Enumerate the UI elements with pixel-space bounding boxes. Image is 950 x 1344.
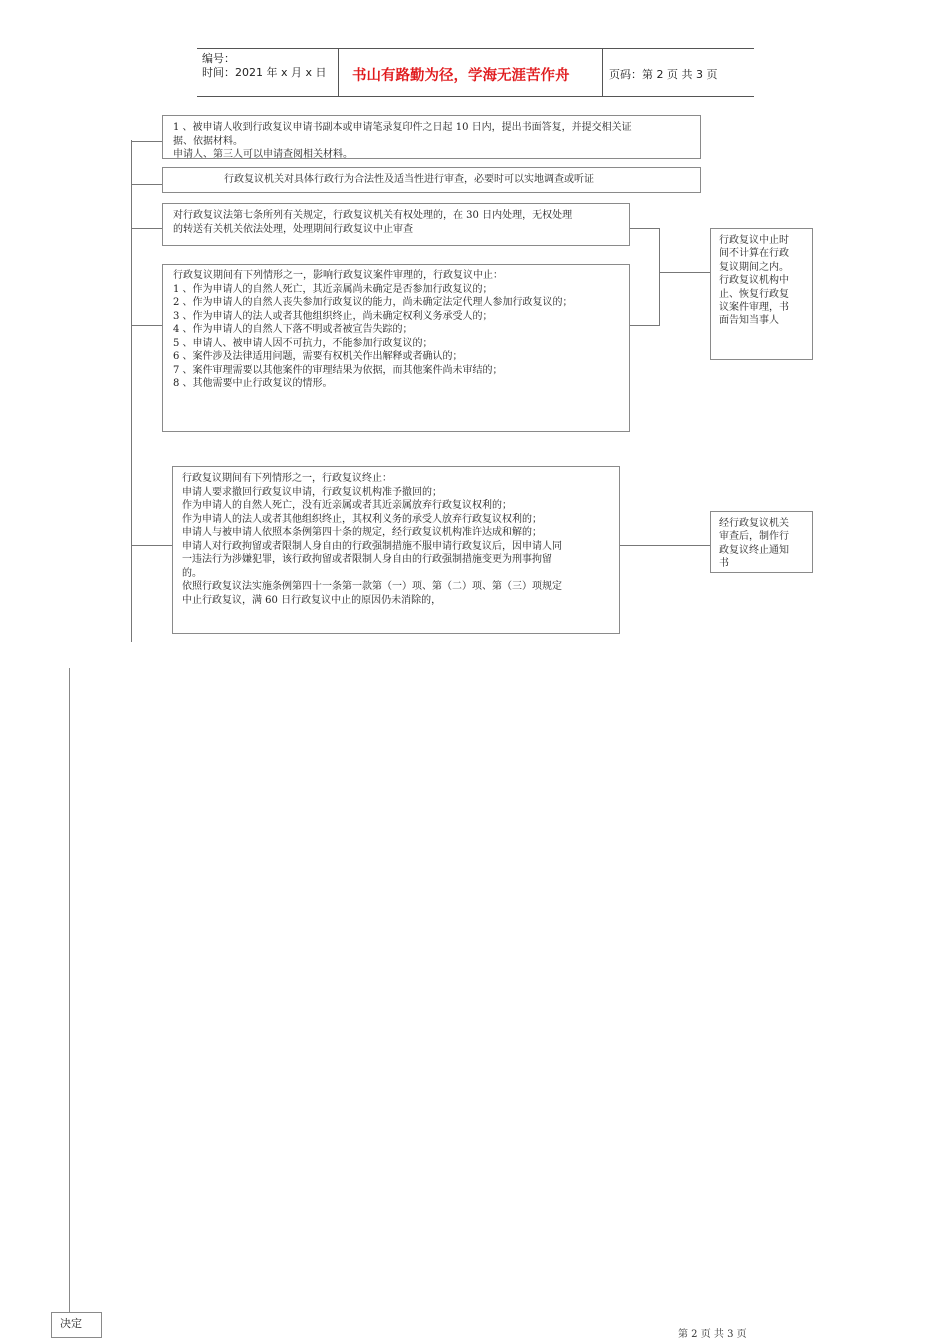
termination-line-6: 申请人对行政拘留或者限制人身自由的行政强制措施不服申请行政复议后，因申请人同 xyxy=(182,540,562,552)
review-box-text: 行政复议机关对具体行政行为合法性及适当性进行审查，必要时可以实地调查或听证 xyxy=(224,174,594,185)
termination-line-7: 一违法行为涉嫌犯罪，该行政拘留或者限制人身自由的行政强制措施变更为刑事拘留 xyxy=(182,554,552,565)
suspension-line-6: 5 、申请人、被申请人因不可抗力，不能参加行政复议的； xyxy=(173,337,433,349)
suspension-note-line-4: 行政复议机构中 xyxy=(719,275,789,287)
suspension-line-3: 2 、作为申请人的自然人丧失参加行政复议的能力，尚未确定法定代理人参加行政复议的； xyxy=(173,297,573,308)
decision-box-text: 决定 xyxy=(60,1317,82,1330)
termination-note-line-4: 书 xyxy=(719,558,729,570)
suspension-line-2: 1 、作为申请人的自然人死亡，其近亲属尚未确定是否参加行政复议的； xyxy=(173,283,493,295)
footer-page-number: 第 2 页 共 3 页 xyxy=(678,1329,747,1340)
lower-left-vertical-line xyxy=(69,668,70,1312)
article7-line-2: 的转送有关机关依法处理，处理期间行政复议中止审查 xyxy=(173,223,413,235)
suspension-note-box xyxy=(710,228,813,360)
decision-box xyxy=(51,1312,102,1338)
suspension-note-line-6: 议案件审理，书 xyxy=(719,302,789,314)
termination-note-line-1: 经行政复议机关 xyxy=(719,518,789,529)
connector-to-article7-box xyxy=(131,228,162,229)
termination-note-line-2: 审查后，制作行 xyxy=(719,531,789,543)
suspension-line-4: 3 、作为申请人的法人或者其他组织终止，尚未确定权利义务承受人的； xyxy=(173,310,493,322)
review-box xyxy=(162,167,701,193)
termination-line-1: 行政复议期间有下列情形之一，行政复议终止： xyxy=(182,473,392,484)
bracket-bottom xyxy=(630,325,660,326)
connector-to-suspension-box xyxy=(131,325,162,326)
header-date-label: 时间：2021 年 x 月 x 日 xyxy=(202,66,327,79)
termination-conditions-box xyxy=(172,466,620,634)
connector-to-termination-note xyxy=(620,545,710,546)
termination-line-3: 作为申请人的自然人死亡，没有近亲属或者其近亲属放弃行政复议权利的； xyxy=(182,500,512,511)
article7-box xyxy=(162,203,630,246)
termination-note-box xyxy=(710,511,813,573)
bracket-top xyxy=(630,228,660,229)
reply-deadline-box xyxy=(162,115,701,159)
flow-main-vertical-connector xyxy=(131,140,132,642)
connector-to-reply-box xyxy=(131,141,162,142)
header-number-label: 编号： xyxy=(202,52,235,65)
termination-line-4: 作为申请人的法人或者其他组织终止，其权利义务的承受人放弃行政复议权利的； xyxy=(182,513,542,525)
header-divider-right xyxy=(602,48,603,96)
header-divider-left xyxy=(338,48,339,96)
connector-to-suspension-note xyxy=(659,272,710,273)
suspension-note-line-5: 止、恢复行政复 xyxy=(719,288,789,300)
article7-line-1: 对行政复议法第七条所列有关规定，行政复议机关有权处理的，在 30 日内处理，无权处理 xyxy=(173,210,573,221)
suspension-note-line-7: 面告知当事人 xyxy=(719,315,779,327)
termination-line-8: 的。 xyxy=(182,567,202,579)
header-page-label: 页码：第 2 页 共 3 页 xyxy=(609,68,718,81)
suspension-line-7: 6 、案件涉及法律适用问题，需要有权机关作出解释或者确认的； xyxy=(173,351,463,362)
header-bottom-rule xyxy=(197,96,754,97)
suspension-note-line-3: 复议期间之内。 xyxy=(719,261,789,273)
reply-deadline-line-2: 据、依据材料。 xyxy=(173,135,243,147)
reply-deadline-line-1: 1 、被申请人收到行政复议申请书副本或申请笔录复印件之日起 10 日内，提出书面答复，并提交相关证 xyxy=(173,122,632,133)
termination-note-line-3: 政复议终止通知 xyxy=(719,544,789,556)
suspension-conditions-box xyxy=(162,264,630,432)
header-motto: 书山有路勤为径，学海无涯苦作舟 xyxy=(352,68,570,84)
suspension-line-5: 4 、作为申请人的自然人下落不明或者被宣告失踪的； xyxy=(173,324,413,335)
termination-line-10: 中止行政复议，满 60 日行政复议中止的原因仍未消除的， xyxy=(182,594,442,606)
termination-line-9: 依照行政复议法实施条例第四十一条第一款第（一）项、第（二）项、第（三）项规定 xyxy=(182,581,562,592)
suspension-note-line-2: 间不计算在行政 xyxy=(719,248,789,260)
reply-deadline-line-3: 申请人、第三人可以申请查阅相关材料。 xyxy=(173,149,353,160)
connector-to-review-box xyxy=(131,184,162,185)
suspension-note-line-1: 行政复议中止时 xyxy=(719,235,789,246)
termination-line-5: 申请人与被申请人依照本条例第四十条的规定，经行政复议机构准许达成和解的； xyxy=(182,527,542,538)
bracket-vertical xyxy=(659,228,660,325)
termination-line-2: 申请人要求撤回行政复议申请，行政复议机构准予撤回的； xyxy=(182,486,442,498)
header-top-rule xyxy=(197,48,754,49)
suspension-line-8: 7 、案件审理需要以其他案件的审理结果为依据，而其他案件尚未审结的； xyxy=(173,364,503,376)
connector-to-termination-box xyxy=(131,545,172,546)
suspension-line-1: 行政复议期间有下列情形之一，影响行政复议案件审理的，行政复议中止： xyxy=(173,270,503,281)
suspension-line-9: 8 、其他需要中止行政复议的情形。 xyxy=(173,378,333,389)
